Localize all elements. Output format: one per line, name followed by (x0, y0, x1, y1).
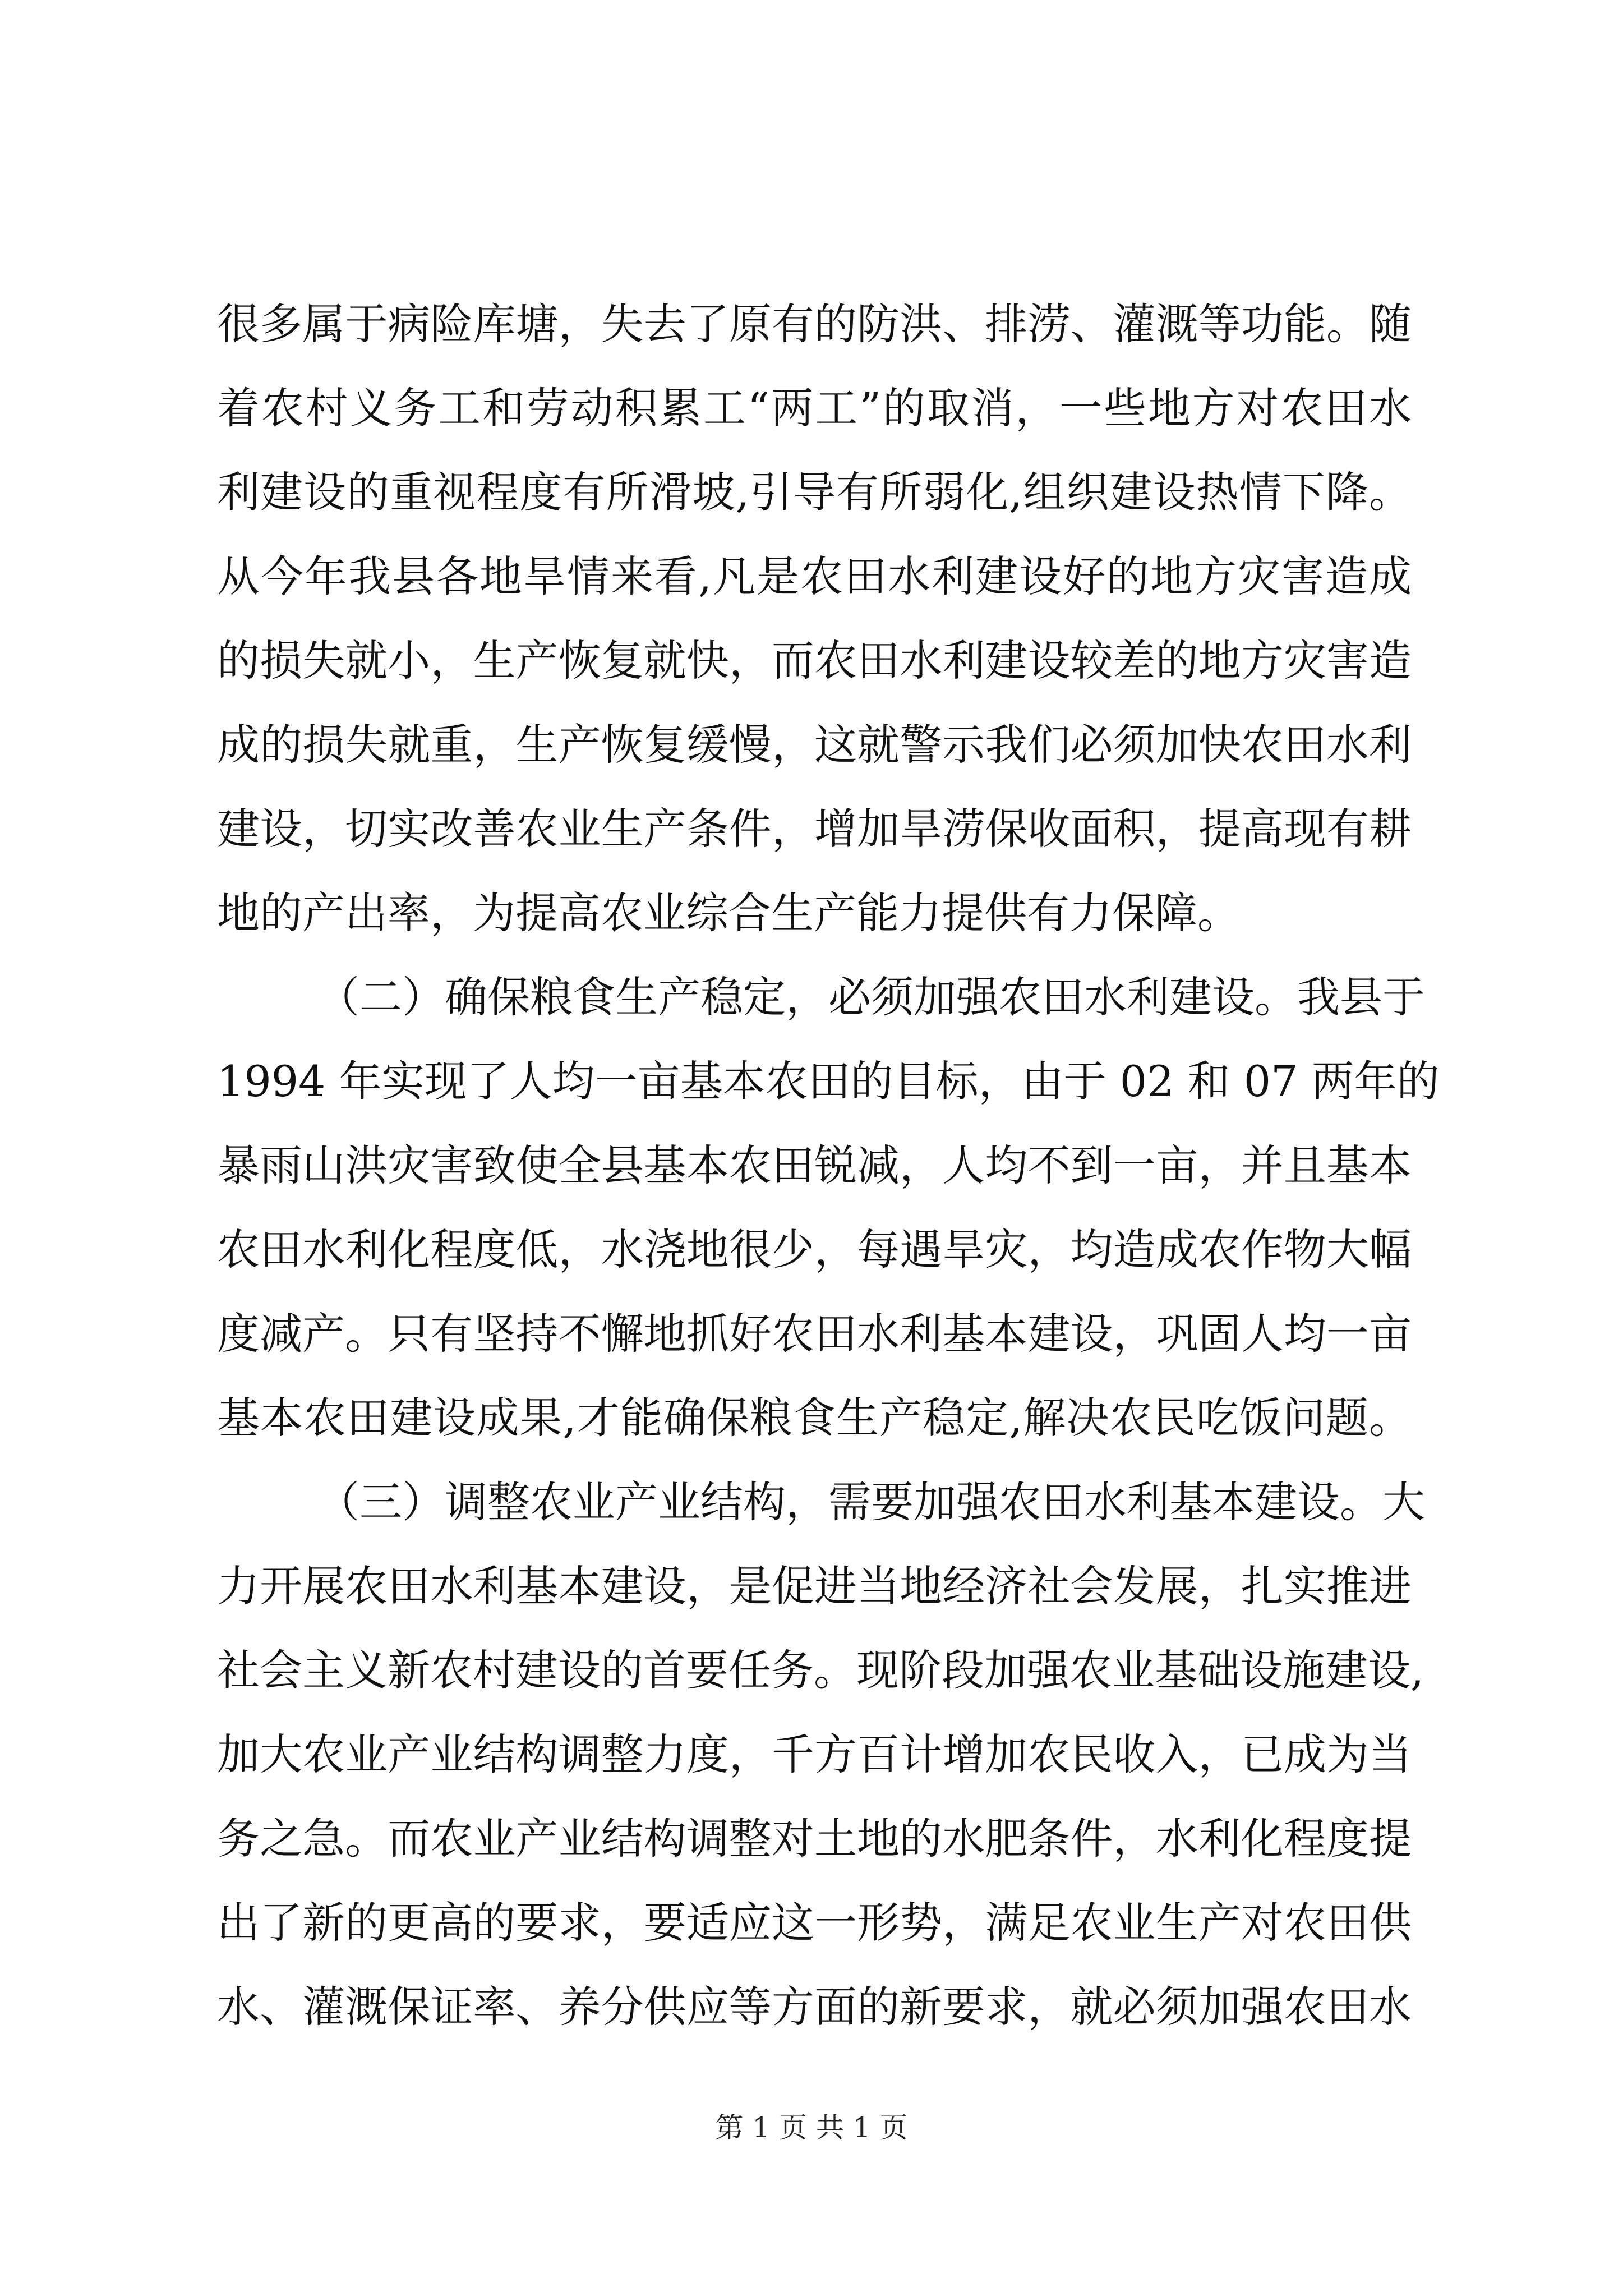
text-line-11: 暴雨山洪灾害致使全县基本农田锐减，人均不到一亩，并且基本 (217, 1140, 1412, 1190)
text-line-21: 水、灌溉保证率、养分供应等方面的新要求，就必须加强农田水 (217, 1982, 1412, 2032)
paragraph-2-heading-line: （二）确保粮食生产稳定，必须加强农田水利建设。我县于 (317, 972, 1425, 1022)
text-line-17: 社会主义新农村建设的首要任务。现阶段加强农业基础设施建设, (217, 1645, 1424, 1695)
text-line-20: 出了新的更高的要求，要适应这一形势，满足农业生产对农田供 (217, 1898, 1412, 1948)
text-line-7: 建设，切实改善农业生产条件，增加旱涝保收面积，提高现有耕 (217, 804, 1412, 854)
text-line-13: 度减产。只有坚持不懈地抓好农田水利基本建设，巩固人均一亩 (217, 1309, 1412, 1359)
text-line-14: 基本农田建设成果,才能确保粮食生产稳定,解决农民吃饭问题。 (217, 1393, 1412, 1443)
text-line-5: 的损失就小，生产恢复就快，而农田水利建设较差的地方灾害造 (217, 636, 1412, 685)
text-line-10: 1994 年实现了人均一亩基本农田的目标，由于 02 和 07 两年的 (217, 1056, 1440, 1106)
text-line-3: 利建设的重视程度有所滑坡,引导有所弱化,组织建设热情下降。 (217, 467, 1412, 517)
text-line-18: 加大农业产业结构调整力度，千方百计增加农民收入，已成为当 (217, 1729, 1412, 1779)
text-line-1: 很多属于病险库塘，失去了原有的防洪、排涝、灌溉等功能。随 (217, 299, 1412, 349)
text-line-8: 地的产出率，为提高农业综合生产能力提供有力保障。 (217, 888, 1240, 938)
text-line-19: 务之急。而农业产业结构调整对土地的水肥条件，水利化程度提 (217, 1814, 1412, 1864)
text-line-2: 着农村义务工和劳动积累工“两工”的取消，一些地方对农田水 (217, 383, 1412, 433)
page-number-footer: 第 1 页 共 1 页 (715, 2111, 908, 2144)
text-line-4: 从今年我县各地旱情来看,凡是农田水利建设好的地方灾害造成 (217, 551, 1412, 601)
text-line-6: 成的损失就重，生产恢复缓慢，这就警示我们必须加快农田水利 (217, 720, 1412, 770)
text-line-16: 力开展农田水利基本建设，是促进当地经济社会发展，扎实推进 (217, 1561, 1412, 1611)
text-line-12: 农田水利化程度低，水浇地很少，每遇旱灾，均造成农作物大幅 (217, 1225, 1412, 1274)
paragraph-3-heading-line: （三）调整农业产业结构，需要加强农田水利基本建设。大 (317, 1477, 1425, 1527)
